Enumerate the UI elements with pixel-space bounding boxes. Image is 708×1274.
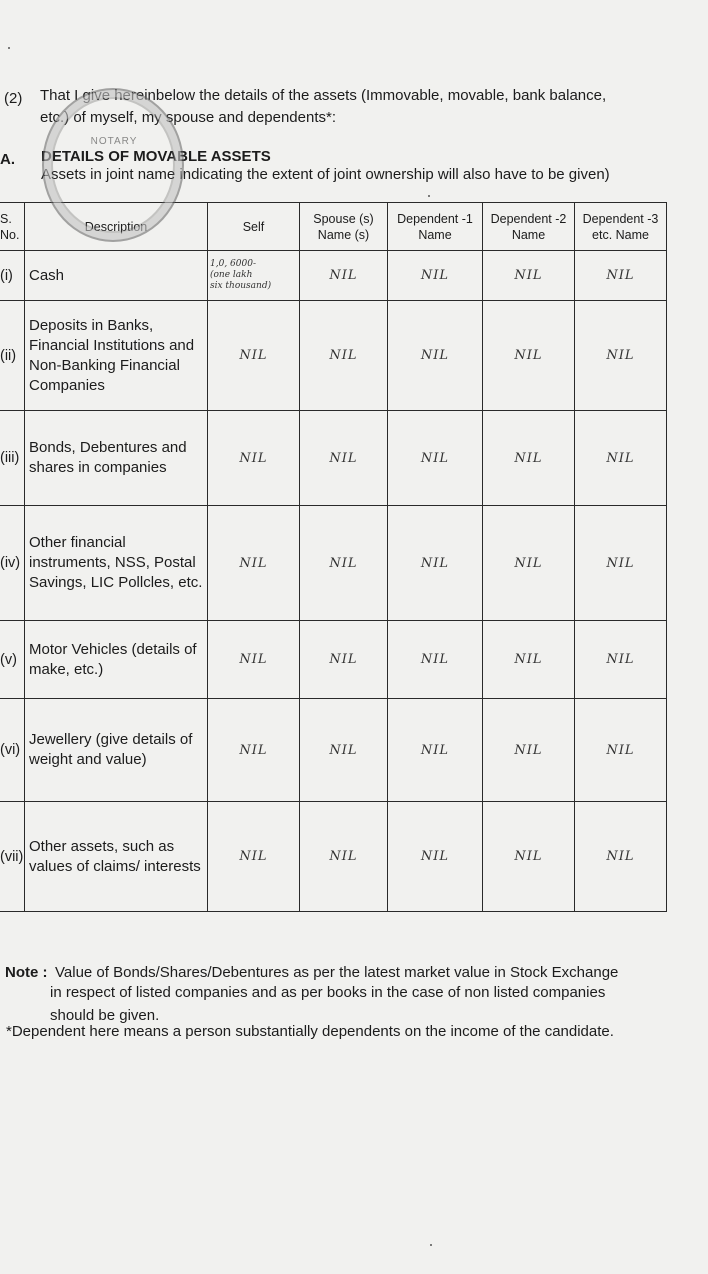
table-row xyxy=(0,251,667,301)
table-row xyxy=(0,699,667,802)
scan-speck xyxy=(428,195,430,197)
cell-dependent-2: NIL xyxy=(483,621,575,699)
cell-spouse: NIL xyxy=(300,506,388,621)
cell-spouse: NIL xyxy=(300,301,388,411)
seal-text: NOTARY xyxy=(90,136,138,147)
row-sno: (vi) xyxy=(0,699,25,802)
row-sno: (iii) xyxy=(0,411,25,506)
dependent-footnote: *Dependent here means a person substantially dependents on the income of the candidate. xyxy=(6,1023,614,1040)
row-description: Deposits in Banks, Financial Institutions and Non-Banking Financial Companies xyxy=(25,301,208,411)
note-text-line-2: in respect of listed companies and as per books in the case of non listed companies xyxy=(50,984,606,1001)
row-description: Jewellery (give details of weight and value) xyxy=(25,699,208,802)
cell-spouse: NIL xyxy=(300,621,388,699)
table-row xyxy=(0,301,667,411)
note-label: Note : xyxy=(5,964,48,981)
cell-dependent-2: NIL xyxy=(483,802,575,912)
table-row xyxy=(0,506,667,621)
row-description: Other assets, such as values of claims/ interests xyxy=(25,802,208,912)
cell-dependent-1: NIL xyxy=(388,802,483,912)
row-sno: (ii) xyxy=(0,301,25,411)
cell-dependent-3: NIL xyxy=(575,411,667,506)
row-sno: (iv) xyxy=(0,506,25,621)
note-text-line-3: should be given. xyxy=(50,1007,160,1024)
header-dependent-2: Dependent -2 Name xyxy=(483,203,575,251)
header-spouse: Spouse (s) Name (s) xyxy=(300,203,388,251)
movable-assets-table xyxy=(0,202,667,912)
paragraph-number: (2) xyxy=(4,90,23,107)
intro-text-line-2: etc.) of myself, my spouse and dependents*: xyxy=(40,109,336,126)
row-sno: (v) xyxy=(0,621,25,699)
cell-dependent-2: NIL xyxy=(483,506,575,621)
cell-spouse: NIL xyxy=(300,699,388,802)
cell-self: NIL xyxy=(208,621,300,699)
cell-dependent-3: NIL xyxy=(575,251,667,301)
section-title: DETAILS OF MOVABLE ASSETS xyxy=(41,148,271,165)
header-description: Description xyxy=(25,203,208,251)
row-description: Motor Vehicles (details of make, etc.) xyxy=(25,621,208,699)
header-self: Self xyxy=(208,203,300,251)
header-sno: S. No. xyxy=(0,203,25,251)
section-subtitle: Assets in joint name indicating the extent of joint ownership will also have to be given) xyxy=(41,166,610,183)
cell-dependent-3: NIL xyxy=(575,301,667,411)
cell-dependent-2: NIL xyxy=(483,251,575,301)
table-row xyxy=(0,411,667,506)
cell-self: NIL xyxy=(208,802,300,912)
cell-dependent-1: NIL xyxy=(388,251,483,301)
cell-dependent-3: NIL xyxy=(575,802,667,912)
scan-speck xyxy=(430,1244,432,1246)
row-description: Cash xyxy=(25,251,208,301)
row-description: Bonds, Debentures and shares in companies xyxy=(25,411,208,506)
cell-dependent-1: NIL xyxy=(388,411,483,506)
row-sno: (i) xyxy=(0,251,25,301)
cell-dependent-3: NIL xyxy=(575,621,667,699)
header-dependent-1: Dependent -1 Name xyxy=(388,203,483,251)
header-dependent-3: Dependent -3 etc. Name xyxy=(575,203,667,251)
cell-dependent-1: NIL xyxy=(388,699,483,802)
row-sno: (vii) xyxy=(0,802,25,912)
intro-text-line-1: That I give hereinbelow the details of the assets (Immovable, movable, bank balance, xyxy=(40,87,607,104)
table-header-row xyxy=(0,203,667,251)
section-letter: A. xyxy=(0,151,15,168)
cell-dependent-3: NIL xyxy=(575,699,667,802)
cell-dependent-1: NIL xyxy=(388,301,483,411)
cell-spouse: NIL xyxy=(300,411,388,506)
cell-dependent-2: NIL xyxy=(483,411,575,506)
cell-self: NIL xyxy=(208,301,300,411)
cell-dependent-1: NIL xyxy=(388,506,483,621)
cell-dependent-2: NIL xyxy=(483,301,575,411)
cell-self: NIL xyxy=(208,411,300,506)
cell-dependent-2: NIL xyxy=(483,699,575,802)
table-row xyxy=(0,621,667,699)
cell-self: NIL xyxy=(208,506,300,621)
table-row xyxy=(0,802,667,912)
row-description: Other financial instruments, NSS, Postal Savings, LIC Pollcles, etc. xyxy=(25,506,208,621)
scan-speck xyxy=(8,47,10,49)
cell-spouse: NIL xyxy=(300,802,388,912)
cell-self: 1,0, 6000- (one lakh six thousand) xyxy=(208,251,300,301)
cell-dependent-3: NIL xyxy=(575,506,667,621)
cell-dependent-1: NIL xyxy=(388,621,483,699)
note-text-line-1: Value of Bonds/Shares/Debentures as per the latest market value in Stock Exchange xyxy=(55,964,619,981)
cell-spouse: NIL xyxy=(300,251,388,301)
cell-self: NIL xyxy=(208,699,300,802)
